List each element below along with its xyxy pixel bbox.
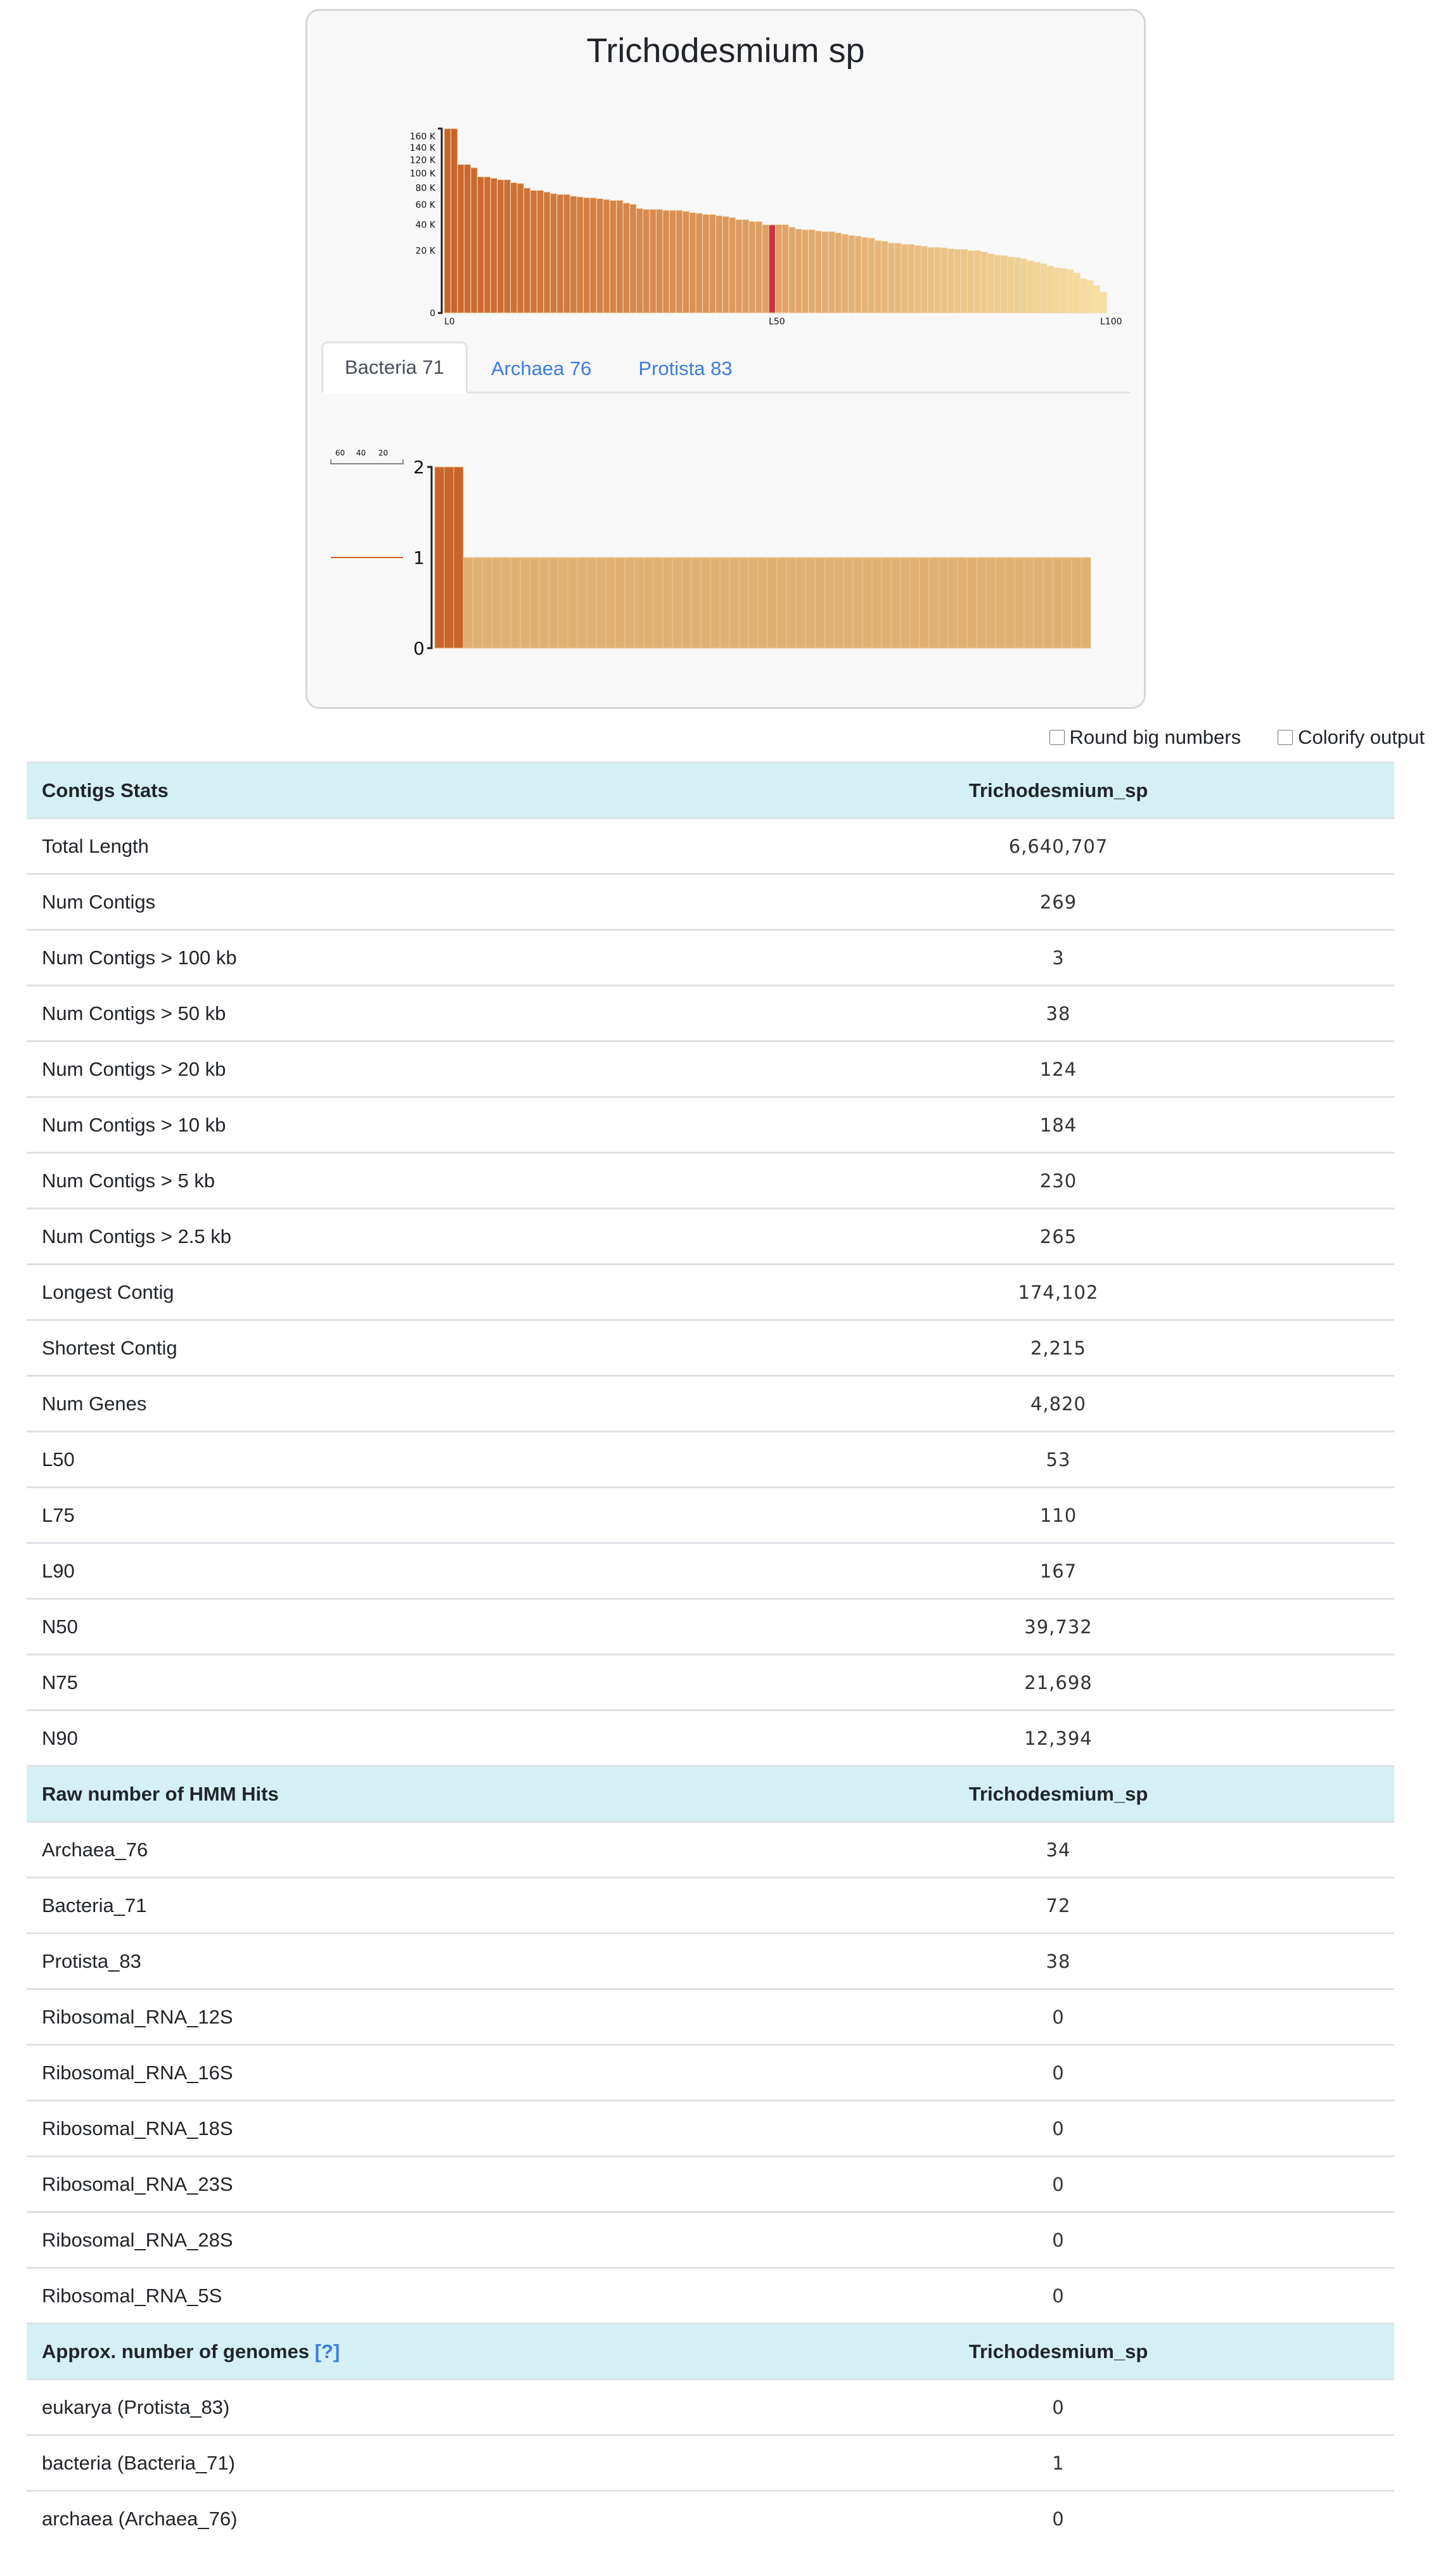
- row-value: 0: [722, 2157, 1394, 2212]
- section-header-row: [27, 1766, 1394, 1822]
- bar: [777, 558, 786, 648]
- bar: [967, 558, 977, 648]
- bar: [853, 558, 863, 648]
- bar: [720, 558, 729, 648]
- x-tick-label: L0: [444, 317, 455, 327]
- y-tick-label: 0: [430, 309, 435, 319]
- row-value: 21,698: [722, 1655, 1394, 1711]
- bar: [910, 558, 920, 648]
- y-tick-label: 2: [413, 457, 425, 478]
- row-value: 53: [722, 1432, 1394, 1488]
- section-header: [27, 2324, 722, 2380]
- tab-archaea[interactable]: Archaea 76: [491, 357, 592, 379]
- table-row: [27, 1265, 1394, 1320]
- row-label: Ribosomal_RNA_16S: [27, 2045, 722, 2101]
- bar: [644, 558, 653, 648]
- bar: [587, 558, 596, 648]
- round-big-numbers-option[interactable]: [1049, 726, 1241, 749]
- row-value: 38: [722, 986, 1394, 1042]
- legend-scale-label: 40: [356, 449, 366, 457]
- row-label: Ribosomal_RNA_12S: [27, 1989, 722, 2045]
- row-value: 167: [722, 1543, 1394, 1599]
- bar: [691, 558, 701, 648]
- legend-scale-label: 60: [335, 449, 345, 457]
- help-link[interactable]: [?]: [314, 2340, 340, 2362]
- section-header-row: [27, 763, 1394, 819]
- bar: [748, 558, 758, 648]
- row-value: 110: [722, 1488, 1394, 1543]
- row-value: 1: [722, 2435, 1394, 2491]
- y-tick-label: 140 K: [409, 143, 435, 154]
- summary-card: [305, 9, 1146, 709]
- table-row: [27, 1320, 1394, 1376]
- row-label: Archaea_76: [27, 1822, 722, 1878]
- table-row: [27, 1934, 1394, 1989]
- section-header-row: [27, 2324, 1394, 2380]
- row-label: Longest Contig: [27, 1265, 722, 1320]
- row-label: N90: [27, 1711, 722, 1766]
- bar: [558, 558, 568, 648]
- table-row: [27, 2212, 1394, 2268]
- bar: [844, 558, 853, 648]
- y-tick-label: 100 K: [409, 169, 435, 179]
- table-row: [27, 2268, 1394, 2324]
- bar: [511, 558, 520, 648]
- table-row: [27, 1153, 1394, 1209]
- bar: [596, 558, 606, 648]
- row-label: N50: [27, 1599, 722, 1655]
- table-row: [27, 2491, 1394, 2547]
- bar: [501, 558, 511, 648]
- table-row: [27, 1042, 1394, 1097]
- row-label: Num Contigs > 50 kb: [27, 986, 722, 1042]
- bar: [758, 558, 767, 648]
- table-row: [27, 1488, 1394, 1543]
- tab-protista[interactable]: Protista 83: [638, 357, 733, 379]
- round-big-numbers-label: Round big numbers: [1069, 726, 1241, 748]
- bar: [454, 467, 463, 648]
- row-label: Num Contigs > 2.5 kb: [27, 1209, 722, 1265]
- bar: [615, 558, 625, 648]
- table-row: [27, 1822, 1394, 1878]
- y-tick-label: 20 K: [415, 246, 435, 257]
- section-header: [27, 1766, 722, 1822]
- bar: [796, 558, 805, 648]
- table-row: [27, 1655, 1394, 1711]
- row-value: 0: [722, 2101, 1394, 2157]
- row-label: L75: [27, 1488, 722, 1543]
- bar: [1072, 558, 1081, 648]
- table-row: [27, 1878, 1394, 1934]
- table-row: [27, 819, 1394, 874]
- bar: [863, 558, 872, 648]
- row-label: Total Length: [27, 819, 722, 874]
- x-tick-label: L50: [769, 317, 785, 327]
- y-tick-label: 60 K: [415, 200, 435, 211]
- row-label: archaea (Archaea_76): [27, 2491, 722, 2547]
- row-label: Ribosomal_RNA_28S: [27, 2212, 722, 2268]
- y-tick-label: 120 K: [409, 155, 435, 166]
- column-header: Trichodesmium_sp: [722, 763, 1394, 819]
- round-big-numbers-checkbox[interactable]: [1049, 730, 1065, 745]
- bar: [1034, 558, 1043, 648]
- row-value: 0: [722, 2212, 1394, 2268]
- bar: [939, 558, 948, 648]
- bar: [549, 558, 558, 648]
- bar: [986, 558, 996, 648]
- bar: [444, 467, 454, 648]
- section-title: Contigs Stats: [42, 779, 169, 801]
- table-row: [27, 2101, 1394, 2157]
- row-label: Num Contigs > 5 kb: [27, 1153, 722, 1209]
- bar: [682, 558, 691, 648]
- table-row: [27, 2157, 1394, 2212]
- y-tick-label: 40 K: [415, 220, 435, 231]
- card-title: Trichodesmium sp: [586, 32, 865, 70]
- row-value: 0: [722, 2268, 1394, 2324]
- bar: [463, 558, 473, 648]
- bar: [872, 558, 882, 648]
- y-tick-label: 0: [413, 638, 425, 659]
- bar: [606, 558, 615, 648]
- row-value: 34: [722, 1822, 1394, 1878]
- legend-scale: [331, 459, 403, 464]
- row-label: eukarya (Protista_83): [27, 2380, 722, 2435]
- row-label: Ribosomal_RNA_23S: [27, 2157, 722, 2212]
- row-value: 124: [722, 1042, 1394, 1097]
- bar: [634, 558, 644, 648]
- row-value: 2,215: [722, 1320, 1394, 1376]
- bar: [1062, 558, 1072, 648]
- bar: [435, 467, 444, 648]
- bar: [1015, 558, 1024, 648]
- row-value: 4,820: [722, 1376, 1394, 1432]
- bar: [958, 558, 967, 648]
- bar: [568, 558, 577, 648]
- bar: [824, 558, 834, 648]
- table-row: [27, 2435, 1394, 2491]
- row-label: L90: [27, 1543, 722, 1599]
- row-label: Num Contigs: [27, 874, 722, 930]
- row-value: 0: [722, 2380, 1394, 2435]
- display-options: [1049, 726, 1425, 749]
- table-row: [27, 2045, 1394, 2101]
- column-header: Trichodesmium_sp: [722, 2324, 1394, 2380]
- row-value: 3: [722, 930, 1394, 986]
- table-row: [27, 930, 1394, 986]
- bar: [530, 558, 539, 648]
- bar: [539, 558, 549, 648]
- bar: [520, 558, 530, 648]
- bar: [920, 558, 929, 648]
- table-row: [27, 1989, 1394, 2045]
- section-header: [27, 763, 722, 819]
- bar: [663, 558, 672, 648]
- bar: [1081, 558, 1091, 648]
- table-row: [27, 1599, 1394, 1655]
- bar: [482, 558, 492, 648]
- row-value: 39,732: [722, 1599, 1394, 1655]
- bar: [1053, 558, 1062, 648]
- row-value: 269: [722, 874, 1394, 930]
- table-row: [27, 874, 1394, 930]
- bar: [882, 558, 891, 648]
- bar: [625, 558, 634, 648]
- x-tick-label: L100: [1100, 317, 1122, 327]
- row-value: 0: [722, 2045, 1394, 2101]
- row-value: 184: [722, 1097, 1394, 1153]
- section-title: Raw number of HMM Hits: [42, 1782, 279, 1805]
- colorify-output-label: Colorify output: [1298, 726, 1425, 748]
- row-value: 6,640,707: [722, 819, 1394, 874]
- hmm-hits-chart: [307, 11, 1148, 708]
- row-value: 174,102: [722, 1265, 1394, 1320]
- tab-bacteria[interactable]: Bacteria 71: [321, 341, 468, 393]
- row-label: L50: [27, 1432, 722, 1488]
- row-value: 0: [722, 2491, 1394, 2547]
- bar: [834, 558, 844, 648]
- bar: [901, 558, 910, 648]
- stats-table: [27, 762, 1394, 2547]
- row-value: 230: [722, 1153, 1394, 1209]
- bar: [710, 558, 720, 648]
- row-label: Num Contigs > 10 kb: [27, 1097, 722, 1153]
- bar: [929, 558, 939, 648]
- bar: [1043, 558, 1053, 648]
- bar: [473, 558, 482, 648]
- bar: [948, 558, 958, 648]
- table-row: [27, 1432, 1394, 1488]
- bar: [891, 558, 901, 648]
- bar: [815, 558, 824, 648]
- row-label: Ribosomal_RNA_5S: [27, 2268, 722, 2324]
- bar: [729, 558, 739, 648]
- row-value: 12,394: [722, 1711, 1394, 1766]
- table-row: [27, 1209, 1394, 1265]
- table-row: [27, 986, 1394, 1042]
- colorify-output-option[interactable]: [1278, 726, 1425, 749]
- row-label: bacteria (Bacteria_71): [27, 2435, 722, 2491]
- bar: [1024, 558, 1034, 648]
- row-value: 72: [722, 1878, 1394, 1934]
- row-label: Num Contigs > 20 kb: [27, 1042, 722, 1097]
- table-row: [27, 1543, 1394, 1599]
- y-tick-label: 80 K: [415, 183, 435, 194]
- row-label: Ribosomal_RNA_18S: [27, 2101, 722, 2157]
- column-header: Trichodesmium_sp: [722, 1766, 1394, 1822]
- bar: [701, 558, 710, 648]
- section-title: Approx. number of genomes: [42, 2340, 309, 2362]
- row-label: Num Genes: [27, 1376, 722, 1432]
- row-label: Num Contigs > 100 kb: [27, 930, 722, 986]
- table-row: [27, 1376, 1394, 1432]
- row-label: Bacteria_71: [27, 1878, 722, 1934]
- bar: [577, 558, 587, 648]
- bar: [996, 558, 1005, 648]
- table-row: [27, 1711, 1394, 1766]
- legend-scale-label: 20: [378, 449, 388, 457]
- bar: [805, 558, 815, 648]
- bar: [672, 558, 682, 648]
- row-value: 265: [722, 1209, 1394, 1265]
- row-label: Shortest Contig: [27, 1320, 722, 1376]
- bar: [977, 558, 986, 648]
- bar: [1005, 558, 1015, 648]
- bar: [653, 558, 663, 648]
- row-label: N75: [27, 1655, 722, 1711]
- y-tick-label: 1: [413, 547, 425, 568]
- colorify-output-checkbox[interactable]: [1278, 730, 1293, 745]
- bar: [492, 558, 501, 648]
- bar: [739, 558, 748, 648]
- row-label: Protista_83: [27, 1934, 722, 1989]
- bar: [767, 558, 777, 648]
- table-row: [27, 2380, 1394, 2435]
- y-tick-label: 160 K: [409, 132, 435, 143]
- row-value: 38: [722, 1934, 1394, 1989]
- bar: [786, 558, 796, 648]
- y-axis: [427, 467, 432, 648]
- row-value: 0: [722, 1989, 1394, 2045]
- table-row: [27, 1097, 1394, 1153]
